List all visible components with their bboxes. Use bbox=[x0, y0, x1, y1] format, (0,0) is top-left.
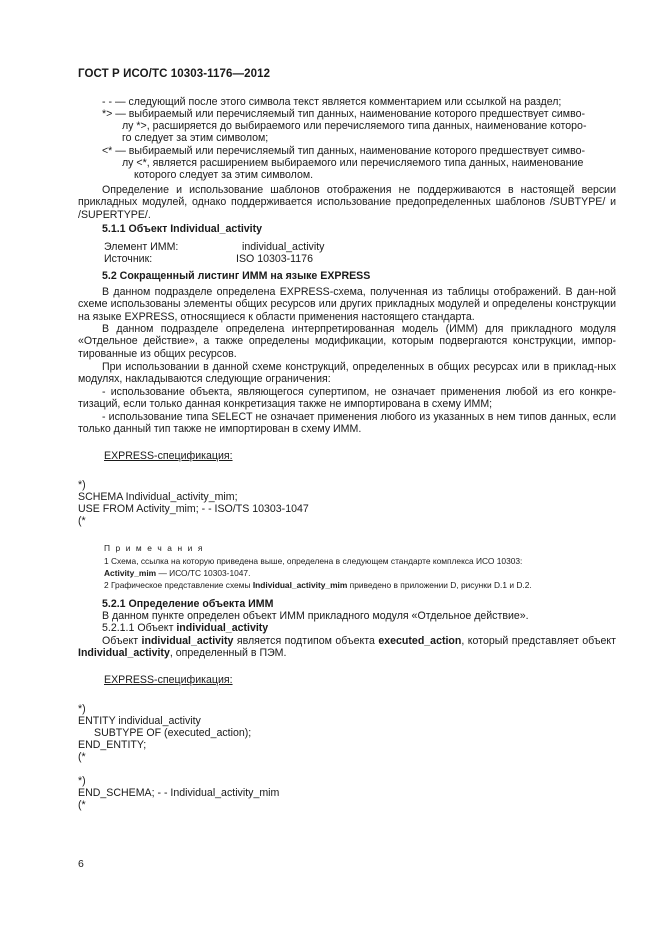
document-header: ГОСТ Р ИСО/ТС 10303-1176—2012 bbox=[78, 68, 271, 80]
code-line: END_ENTITY; bbox=[78, 739, 147, 751]
mim-element-value: individual_activity bbox=[242, 241, 325, 253]
section-5-2-para3: При использовании в данной схеме конструкций, определенных в общих ресурсах или в приклад-ных модулях, накладываются следующие ограничения: bbox=[78, 361, 616, 386]
legend-extension-line2: лу <*, является расширением выбираемого или перечисляемого типа данных, наименование bbox=[122, 157, 584, 169]
mim-element-label: Элемент ИММ: bbox=[104, 241, 179, 253]
note-2 bbox=[104, 580, 532, 591]
source-label: Источник: bbox=[104, 253, 153, 265]
note-2-post: приведено в приложении D, рисунки D.1 и D.2. bbox=[347, 580, 532, 590]
section-5-1-1-heading: 5.1.1 Объект Individual_activity bbox=[102, 223, 263, 235]
section-5-2-heading: 5.2 Сокращенный листинг ИММ на языке EXPRESS bbox=[102, 270, 371, 282]
section-5-2-1-para: В данном пункте определен объект ИММ прикладного модуля «Отдельное действие». bbox=[102, 610, 529, 622]
legend-comment: - - — следующий после этого символа текст является комментарием или ссылкой на раздел; bbox=[102, 96, 562, 108]
express-spec-label-1: EXPRESS-спецификация: bbox=[104, 450, 233, 462]
legend-extension-line3: которого следует за этим символом. bbox=[134, 169, 314, 181]
code-line: (* bbox=[78, 751, 86, 763]
entity-definition-paragraph bbox=[78, 635, 616, 660]
section-5-2-para4: - использование объекта, являющегося супертипом, не означает применения любой из его конкре-тизаций, если только данная конкретизация также не импортирована в схему ИММ; bbox=[78, 386, 616, 411]
note-1-ref: — ИСО/ТС 10303-1047. bbox=[156, 568, 251, 578]
note-2-schema: Individual_activity_mim bbox=[252, 580, 348, 590]
subheading-entity: individual_activity bbox=[176, 622, 269, 634]
def-text: , который представляет объект bbox=[461, 635, 616, 647]
code-line: *) bbox=[78, 479, 86, 491]
templates-paragraph: Определение и использование шаблонов отображения не поддерживаются в настоящей версии прикладных модулей, однако поддерживается использование предопределенных шаблонов /SUBTYPE/ и /SUPERTYPE/. bbox=[78, 184, 616, 221]
section-5-2-1-heading: 5.2.1 Определение объекта ИММ bbox=[102, 598, 274, 610]
legend-extension-line1: <* — выбираемый или перечисляемый тип данных, наименование которого предшествует симво- bbox=[102, 145, 586, 157]
def-text: , определенный в ПЭМ. bbox=[169, 647, 287, 660]
notes-title: П р и м е ч а н и я bbox=[104, 543, 204, 553]
legend-extends-line3: го следует за этим символом; bbox=[122, 132, 269, 144]
section-5-2-para5: - использование типа SELECT не означает применения любого из указанных в нем типов данных, если только данный тип также не импортирован в схему ИММ. bbox=[78, 411, 616, 436]
code-line: END_SCHEMA; - - Individual_activity_mim bbox=[78, 787, 280, 799]
code-line: USE FROM Activity_mim; - - ISO/TS 10303-1047 bbox=[78, 503, 309, 515]
section-5-2-para1: В данном подразделе определена EXPRESS-схема, полученная из таблицы отображений. В дан-ной схеме использованы элементы общих ресурсов или других прикладных модулей и определены конструкции на языке EXPRESS, относящиеся к области применения настоящего стандарта. bbox=[78, 286, 616, 323]
express-spec-label-2: EXPRESS-спецификация: bbox=[104, 674, 233, 686]
code-line: SUBTYPE OF (executed_action); bbox=[94, 727, 252, 739]
def-text: является подтипом объекта bbox=[233, 635, 379, 647]
legend-extends-line2: лу *>, расширяется до выбираемого или перечисляемого типа данных, наименование которо- bbox=[122, 120, 587, 132]
code-line: (* bbox=[78, 799, 86, 811]
def-text: Объект bbox=[102, 635, 142, 647]
code-line: ENTITY individual_activity bbox=[78, 715, 201, 727]
source-value: ISO 10303-1176 bbox=[236, 253, 313, 265]
def-arm-object: Individual_activity bbox=[78, 647, 170, 660]
code-line: *) bbox=[78, 775, 86, 787]
section-5-2-1-1-heading bbox=[102, 622, 268, 634]
code-line: (* bbox=[78, 515, 86, 527]
note-1-line1: 1 Схема, ссылка на которую приведена выше, определена в следующем стандарте комплекса ИСО 10303: bbox=[104, 556, 523, 566]
code-line: *) bbox=[78, 703, 86, 715]
code-line: SCHEMA Individual_activity_mim; bbox=[78, 491, 238, 503]
note-1-line2 bbox=[104, 568, 250, 579]
note-2-pre: 2 Графическое представление схемы bbox=[104, 580, 253, 590]
page-number: 6 bbox=[78, 858, 84, 870]
def-supertype: executed_action bbox=[378, 635, 462, 647]
subheading-prefix: 5.2.1.1 Объект bbox=[102, 622, 177, 634]
section-5-2-para2: В данном подразделе определена интерпретированная модель (ИММ) для прикладного модуля «Отдельное действие», а также определены модификации, которым подвергаются конструкции, импор-тированные из общих ресурсов. bbox=[78, 323, 616, 360]
note-1-schema: Activity_mim bbox=[104, 568, 157, 578]
legend-extends-line1: *> — выбираемый или перечисляемый тип данных, наименование которого предшествует симво- bbox=[102, 108, 586, 120]
def-entity: individual_activity bbox=[141, 635, 234, 647]
